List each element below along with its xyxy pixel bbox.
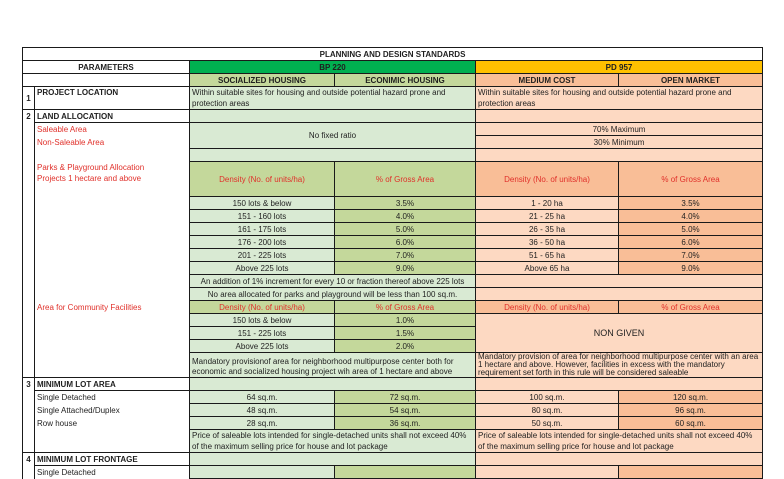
pd-density: 36 - 50 ha — [476, 236, 619, 249]
bp-density: 161 - 175 lots — [190, 223, 335, 236]
community-density: Above 225 lots — [190, 340, 335, 353]
table-row — [23, 262, 763, 275]
community-gross-head: % of Gross Area — [335, 301, 476, 314]
min-lot-frontage-row — [23, 453, 763, 466]
community-density-head: Density (No. of units/ha) — [190, 301, 335, 314]
table-row — [23, 466, 763, 479]
section-number: 3 — [23, 378, 35, 391]
saleable-label: Saleable Area — [35, 123, 190, 136]
open-market-value: 60 sq.m. — [619, 417, 763, 430]
pd-gross-head: % of Gross Area — [619, 162, 763, 197]
bp-density: 151 - 160 lots — [190, 210, 335, 223]
mandatory-row — [23, 353, 763, 378]
title-row — [23, 48, 763, 61]
pd-price-text: Price of saleable lots intended for single-detached units shall not exceed 40% of the maximum selling price for house and lot package — [476, 430, 763, 453]
pd-gross: 4.0% — [619, 210, 763, 223]
lot-type-label: Single Detached — [35, 391, 190, 404]
bp-location-text: Within suitable sites for housing and outside potential hazard prone and protection areas — [190, 87, 476, 110]
community-label: Area for Community Facilities — [35, 301, 190, 314]
open-market-value: 120 sq.m. — [619, 391, 763, 404]
section-label: PROJECT LOCATION — [35, 87, 190, 110]
parks-density-head-row — [23, 162, 763, 197]
economic-value: 72 sq.m. — [335, 391, 476, 404]
pd-density: 51 - 65 ha — [476, 249, 619, 262]
min-lot-area-row — [23, 378, 763, 391]
pd-density: 21 - 25 ha — [476, 210, 619, 223]
pd-max: 70% Maximum — [476, 123, 763, 136]
section-number: 4 — [23, 453, 35, 466]
economic-header: ECONIMIC HOUSING — [335, 74, 476, 87]
lot-type-label: Single Attached/Duplex — [35, 404, 190, 417]
bp-density-head: Density (No. of units/ha) — [190, 162, 335, 197]
table-row — [23, 223, 763, 236]
medium-value: 80 sq.m. — [476, 404, 619, 417]
lot-type-label: Single Detached — [35, 466, 190, 479]
pd-mandatory-text: Mandatory provision of area for neighborhood multipurpose center with an area 1 hectare and above. However, facilities in excess with the mandatory requirement set forth in this rule will be considered saleable — [476, 353, 763, 378]
price-row — [23, 430, 763, 453]
header-row-1 — [23, 61, 763, 74]
table-row — [23, 197, 763, 210]
open-market-value: 96 sq.m. — [619, 404, 763, 417]
bp-gross: 3.5% — [335, 197, 476, 210]
parameters-blank — [23, 74, 190, 87]
bp220-header: BP 220 — [190, 61, 476, 74]
bp-gross: 4.0% — [335, 210, 476, 223]
pd-gross: 9.0% — [619, 262, 763, 275]
parameters-header: PARAMETERS — [23, 61, 190, 74]
pd-density-head: Density (No. of units/ha) — [476, 162, 619, 197]
projects-label: Projects 1 hectare and above — [37, 173, 142, 183]
standards-table — [22, 47, 763, 479]
table-row — [23, 236, 763, 249]
socialized-value: 64 sq.m. — [190, 391, 335, 404]
pd-gross: 7.0% — [619, 249, 763, 262]
section-number: 2 — [23, 110, 35, 123]
table-row — [23, 210, 763, 223]
section-label: LAND ALLOCATION — [35, 110, 190, 123]
open-market-header: OPEN MARKET — [619, 74, 763, 87]
bp-price-text: Price of saleable lots intended for single-detached units shall not exceed 40% of the maximum selling price for house and lot package — [190, 430, 476, 453]
bp-mandatory-text: Mandatory provisionof area for neighborhood multipurpose center both for economic and socialized housing project wih area of 1 hectare and above — [190, 353, 476, 378]
table-row — [23, 249, 763, 262]
pd-location-text: Within suitable sites for housing and outside potential hazard prone and protection areas — [476, 87, 763, 110]
section-label: MINIMUM LOT AREA — [35, 378, 190, 391]
medium-value: 100 sq.m. — [476, 391, 619, 404]
bp-gross: 5.0% — [335, 223, 476, 236]
non-given-cell: NON GIVEN — [476, 314, 763, 353]
saleable-row — [23, 123, 763, 136]
header-row-2 — [23, 74, 763, 87]
non-saleable-label: Non-Saleable Area — [35, 136, 190, 149]
min-park-note: No area allocated for parks and playground will be less than 100 sq.m. — [190, 288, 476, 301]
table-row — [23, 404, 763, 417]
pd-min: 30% Minimum — [476, 136, 763, 149]
bp-density: 150 lots & below — [190, 197, 335, 210]
socialized-value: 28 sq.m. — [190, 417, 335, 430]
bp-gross: 9.0% — [335, 262, 476, 275]
lot-type-label: Row house — [35, 417, 190, 430]
pd-community-density-head: Density (No. of units/ha) — [476, 301, 619, 314]
community-density: 150 lots & below — [190, 314, 335, 327]
increment-note: An addition of 1% increment for every 10 or fraction thereof above 225 lots — [190, 275, 476, 288]
community-gross: 2.0% — [335, 340, 476, 353]
pd-gross: 5.0% — [619, 223, 763, 236]
community-density: 151 - 225 lots — [190, 327, 335, 340]
bp-gross: 7.0% — [335, 249, 476, 262]
bp-density: 201 - 225 lots — [190, 249, 335, 262]
pd-gross: 6.0% — [619, 236, 763, 249]
parks-label — [35, 162, 190, 197]
pd-gross: 3.5% — [619, 197, 763, 210]
no-fixed-ratio: No fixed ratio — [190, 123, 476, 149]
land-allocation-row — [23, 110, 763, 123]
table-row — [23, 314, 763, 327]
blank-row — [23, 149, 763, 162]
pd-density: 26 - 35 ha — [476, 223, 619, 236]
bp-gross: 6.0% — [335, 236, 476, 249]
socialized-value: 48 sq.m. — [190, 404, 335, 417]
medium-cost-header: MEDIUM COST — [476, 74, 619, 87]
bp-density: 176 - 200 lots — [190, 236, 335, 249]
note-row — [23, 288, 763, 301]
table-row — [23, 417, 763, 430]
section-number: 1 — [23, 87, 35, 110]
bp-gross-head: % of Gross Area — [335, 162, 476, 197]
bp-density: Above 225 lots — [190, 262, 335, 275]
pd957-header: PD 957 — [476, 61, 763, 74]
community-gross: 1.5% — [335, 327, 476, 340]
economic-value: 54 sq.m. — [335, 404, 476, 417]
economic-value: 36 sq.m. — [335, 417, 476, 430]
section-label: MINIMUM LOT FRONTAGE — [35, 453, 190, 466]
socialized-header: SOCIALIZED HOUSING — [190, 74, 335, 87]
pd-community-gross-head: % of Gross Area — [619, 301, 763, 314]
table-title: PLANNING AND DESIGN STANDARDS — [23, 48, 763, 61]
community-head-row — [23, 301, 763, 314]
pd-density: Above 65 ha — [476, 262, 619, 275]
community-gross: 1.0% — [335, 314, 476, 327]
pd-density: 1 - 20 ha — [476, 197, 619, 210]
medium-value: 50 sq.m. — [476, 417, 619, 430]
note-row — [23, 275, 763, 288]
table-row — [23, 391, 763, 404]
parks-allocation-label: Parks & Playground Allocation — [37, 162, 145, 172]
project-location-row — [23, 87, 763, 110]
